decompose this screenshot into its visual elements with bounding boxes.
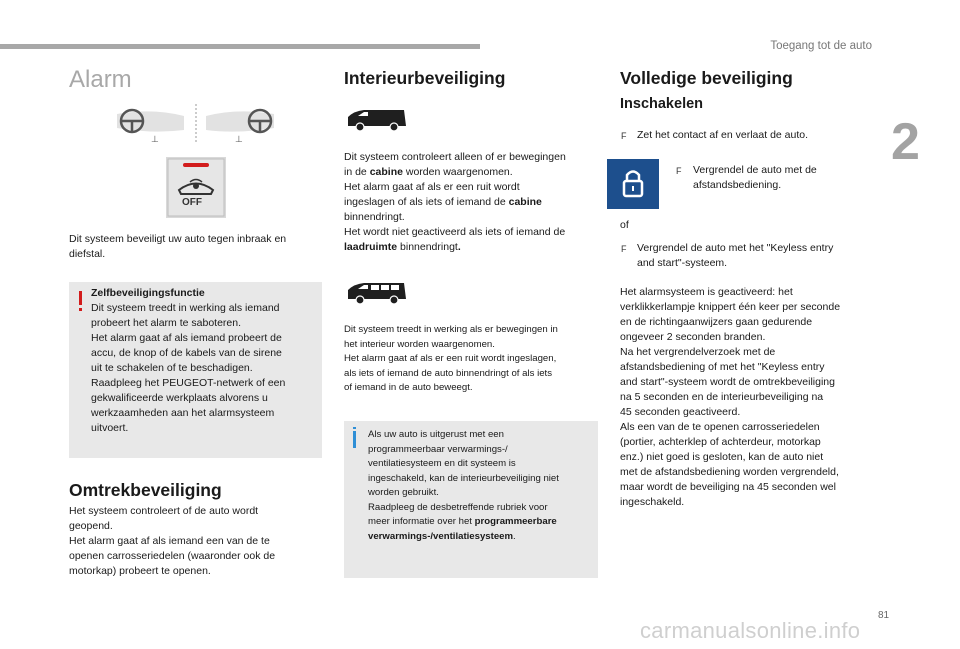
body-line: verklikkerlampje knippert één keer per seconde — [620, 301, 841, 313]
alarm-title: Alarm — [69, 66, 132, 93]
interior-line: Het wordt niet geactiveerd als iets of iemand de — [344, 226, 566, 238]
warning-line: Raadpleeg het PEUGEOT-netwerk of een — [91, 377, 286, 389]
full-protection-title: Volledige beveiliging — [620, 68, 793, 88]
perimeter-line: Het systeem controleert of de auto wordt — [69, 505, 259, 517]
warning-line: gekwalificeerde werkplaats alvorens u — [91, 392, 268, 404]
info-line: Raadpleeg de desbetreffende rubriek voor — [368, 501, 548, 513]
interior-line: als iets of iemand de auto binnendringt of als iets — [344, 367, 552, 379]
warning-line: Het alarm gaat af als iemand probeert de — [91, 332, 282, 344]
lock-button-icon — [607, 159, 659, 209]
header-bar — [0, 44, 480, 49]
perimeter-title: Omtrekbeveiliging — [69, 480, 222, 500]
body-line: ingeschakeld. — [620, 496, 685, 508]
interior-line: of iemand in de auto beweegt. — [344, 382, 473, 393]
interior-line: Het alarm gaat af als er een ruit wordt — [344, 181, 520, 193]
info-icon — [353, 431, 356, 448]
warning-line: uitvoert. — [91, 422, 129, 434]
warning-icon — [79, 291, 82, 305]
steering-wheels-illustration — [112, 104, 282, 151]
info-line: ingeschakeld, kan de interieurbeveiliging niet — [368, 472, 559, 484]
interior-line: laadruimte binnendringt. — [344, 241, 461, 253]
info-line: ventilatiesysteem en dit systeem is — [368, 458, 516, 469]
alarm-intro: Dit systeem beveiligt uw auto tegen inbraak en diefstal. — [69, 233, 287, 260]
body-line: en de richtingaanwijzers gaan gedurende — [620, 316, 813, 328]
svg-text:⊥: ⊥ — [151, 135, 159, 145]
interior-line: Het alarm gaat af als er een ruit wordt ingeslagen, — [344, 353, 557, 364]
perimeter-line: geopend. — [69, 520, 113, 532]
interior-line: Dit systeem treedt in werking als er bewegingen in — [344, 324, 558, 335]
body-line: (portier, achterklep of achterdeur, motorkap — [620, 436, 821, 448]
body-line: Na het vergrendelverzoek met de — [620, 346, 776, 358]
interior-line: in de cabine worden waargenomen. — [344, 166, 513, 178]
interior-line: het interieur worden waargenomen. — [344, 338, 495, 350]
body-line: na 5 seconden en de interieurbeveiliging na — [620, 391, 824, 403]
interior-line: ingeslagen of als iets of iemand de cabine — [344, 196, 542, 208]
warning-title: Zelfbeveiligingsfunctie — [91, 287, 205, 299]
info-line: programmeerbaar verwarmings-/ — [368, 443, 508, 455]
info-line: worden gebruikt. — [368, 487, 439, 498]
body-line: maar wordt de beveiliging na 45 seconden wel — [620, 481, 836, 493]
body-line: Het alarmsysteem is geactiveerd: het — [620, 286, 793, 298]
alarm-off-button-icon — [166, 157, 226, 223]
full-protection-body — [620, 285, 878, 510]
body-line: afstandsbediening of met het "Keyless entry — [620, 361, 825, 373]
interior-line: Dit systeem controleert alleen of er bewegingen — [344, 151, 566, 163]
body-line: met de afstandsbediening worden vergrendeld, — [620, 466, 839, 478]
step-lock-keyless: Vergrendel de auto met het "Keyless entry and start"-systeem. — [637, 242, 834, 269]
body-line: and start"-systeem wordt de omtrekbeveiliging — [620, 376, 835, 388]
body-line: enz.) niet goed is gesloten, kan de auto niet — [620, 451, 824, 463]
warning-line: probeert het alarm te saboteren. — [91, 317, 242, 329]
chapter-number: 2 — [891, 113, 920, 171]
bullet-marker: F — [676, 166, 682, 176]
perimeter-text — [69, 504, 321, 579]
svg-text:⊥: ⊥ — [235, 135, 243, 145]
perimeter-line: openen carrosseriedelen (waaronder ook de — [69, 550, 276, 562]
step-lock-remote: Vergrendel de auto met de afstandsbediening. — [693, 164, 817, 191]
heating-info-box — [344, 421, 598, 578]
perimeter-line: Het alarm gaat af als iemand een van de te — [69, 535, 270, 547]
warning-line: uit te schakelen of te beschadigen. — [91, 362, 253, 374]
info-line: verwarmings-/ventilatiesysteem. — [368, 530, 516, 542]
step-ignition-off: Zet het contact af en verlaat de auto. — [637, 129, 809, 141]
or-label: of — [620, 219, 629, 231]
minibus-icon — [346, 281, 408, 310]
info-line: Als uw auto is uitgerust met een — [368, 429, 504, 440]
info-line: meer informatie over het programmeerbare — [368, 516, 557, 527]
bullet-marker: F — [621, 131, 627, 141]
page-number: 81 — [878, 610, 890, 621]
warning-line: accu, de knop of de kabels van de sirene — [91, 347, 282, 359]
interior-text-2 — [344, 323, 600, 396]
interior-line: binnendringt. — [344, 211, 405, 223]
body-line: 45 seconden geactiveerd. — [620, 406, 741, 418]
interior-text-1 — [344, 150, 600, 255]
interior-protection-title: Interieurbeveiliging — [344, 68, 506, 88]
section-header-title: Toegang tot de auto — [770, 40, 872, 52]
activate-subtitle: Inschakelen — [620, 96, 704, 112]
warning-line: werkzaamheden aan het alarmsysteem — [91, 407, 275, 419]
van-cabin-icon — [346, 108, 408, 137]
perimeter-line: motorkap) probeert te openen. — [69, 565, 211, 577]
bullet-marker: F — [621, 244, 627, 254]
body-line: ongeveer 2 seconden branden. — [620, 331, 766, 343]
warning-line: Dit systeem treedt in werking als iemand — [91, 302, 280, 314]
body-line: Als een van de te openen carrosseriedelen — [620, 421, 820, 433]
off-label: OFF — [182, 197, 202, 208]
self-protection-warning-box — [69, 282, 322, 458]
watermark-text: carmanualsonline.info — [640, 618, 861, 643]
